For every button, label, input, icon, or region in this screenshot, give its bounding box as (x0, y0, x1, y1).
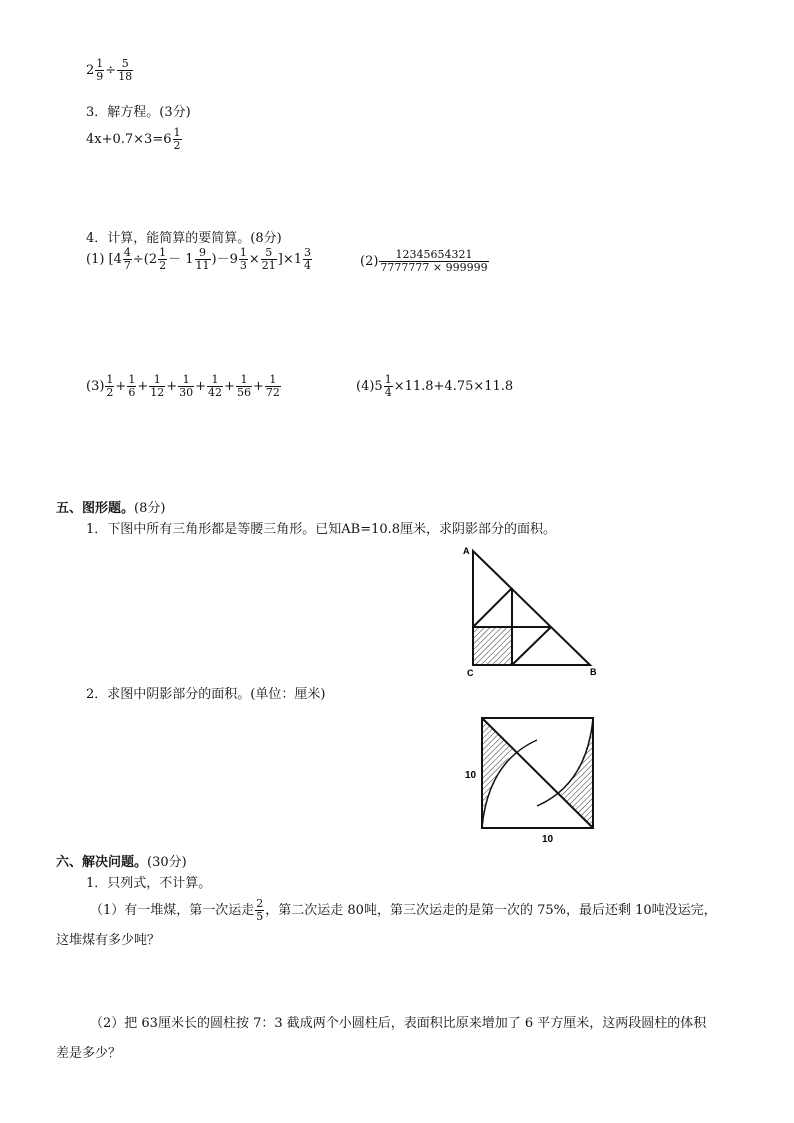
q4-problem-2: (2) $\frac{12345654321}{7777777 \times 999999}$ (360, 248, 488, 274)
problem-2 (56, 1009, 756, 1069)
problem-2-line-2: 差是多少？ (56, 1046, 122, 1061)
fraction: $\frac{1}{2}$ (106, 373, 114, 399)
diagonal-line (473, 588, 512, 627)
fraction: $\frac{1}{4}$ (384, 373, 392, 399)
side-label: 10 (465, 770, 477, 781)
q4-label: 4．计算，能简算的要简算。(8分) (86, 231, 282, 246)
fraction: $\frac{1}{72}$ (265, 373, 280, 399)
bottom-label: 10 (542, 834, 554, 845)
q3-label: 3．解方程。(3分) (86, 105, 191, 120)
triangle-figure (460, 544, 610, 680)
label-a: A (463, 546, 470, 556)
whole-part: 2 (86, 63, 95, 78)
fraction: $\frac{1}{30}$ (179, 373, 194, 399)
fraction: $\frac{9}{11}$ (195, 246, 210, 272)
square-arc-figure (460, 710, 610, 850)
section-5-heading: 五、图形题。(8分) (56, 501, 166, 516)
fraction: $\frac{1}{6}$ (128, 373, 136, 399)
q4-problem-3: (3) $\frac{1}{2}$ + $\frac{1}{6}$ + $\frac{1}{12}$ + $\frac{1}{30}$ + $\frac{1}{42}$ + $\frac{1}{56}$ + $\frac{1}{72}$ (86, 373, 280, 399)
fraction: $\frac{4}{7}$ (123, 246, 131, 272)
fraction: $\frac{1}{42}$ (208, 373, 223, 399)
q3-equation: 4x+0.7×3=6 $\frac{1}{2}$ (86, 126, 181, 152)
operator: ÷ (105, 63, 117, 78)
label-b: B (590, 667, 597, 677)
fraction: $\frac{5}{18}$ (118, 57, 133, 83)
fraction: $\frac{1}{2}$ (173, 126, 181, 152)
section-6-heading: 六、解决问题。(30分) (56, 855, 187, 870)
q4-problem-4: (4)5 $\frac{1}{4}$ ×11.8+4.75×11.8 (356, 373, 514, 399)
problem-1-line-2: 这堆煤有多少吨？ (56, 933, 161, 948)
shaded-square (473, 627, 512, 665)
fraction: $\frac{1}{2}$ (159, 246, 167, 272)
q4-problem-1: (1) [4 $\frac{4}{7}$ ÷(2 $\frac{1}{2}$ － 1 $\frac{9}{11}$ )－9 $\frac{1}{3}$ × $\frac{5}{21}$ ]×1 $\frac{3}{4}$ (86, 246, 312, 272)
fraction: $\frac{3}{4}$ (304, 246, 312, 272)
sec5-question-2: 2．求图中阴影部分的面积。(单位：厘米) (86, 687, 326, 702)
fraction: $\frac{1}{3}$ (239, 246, 247, 272)
diagonal-line (512, 627, 551, 665)
fraction: $\frac{1}{56}$ (236, 373, 251, 399)
fraction: $\frac{1}{12}$ (150, 373, 165, 399)
label-c: C (467, 668, 474, 678)
fraction: $\frac{5}{21}$ (261, 246, 276, 272)
fraction: $\frac{2}{5}$ (256, 897, 264, 923)
problem-1-line-1: （1）有一堆煤，第一次运走 $\frac{2}{5}$ ，第二次运走 80吨，第三次运走的是第一次的 75%，最后还剩 10吨没运完， (90, 897, 717, 923)
fraction: $\frac{1}{9}$ (96, 57, 104, 83)
problem-2-line-1: （2）把 63厘米长的圆柱按 7：3 截成两个小圆柱后，表面积比原来增加了 6 平方厘米，这两段圆柱的体积 (90, 1016, 707, 1031)
sec6-intro: 1．只列式，不计算。 (86, 876, 212, 891)
top-expression (86, 58, 134, 83)
fraction: $\frac{12345654321}{7777777 \times 999999}$ (380, 248, 488, 274)
problem-1 (56, 896, 756, 956)
sec5-question-1: 1．下图中所有三角形都是等腰三角形。已知AB=10.8厘米，求阴影部分的面积。 (86, 522, 557, 537)
